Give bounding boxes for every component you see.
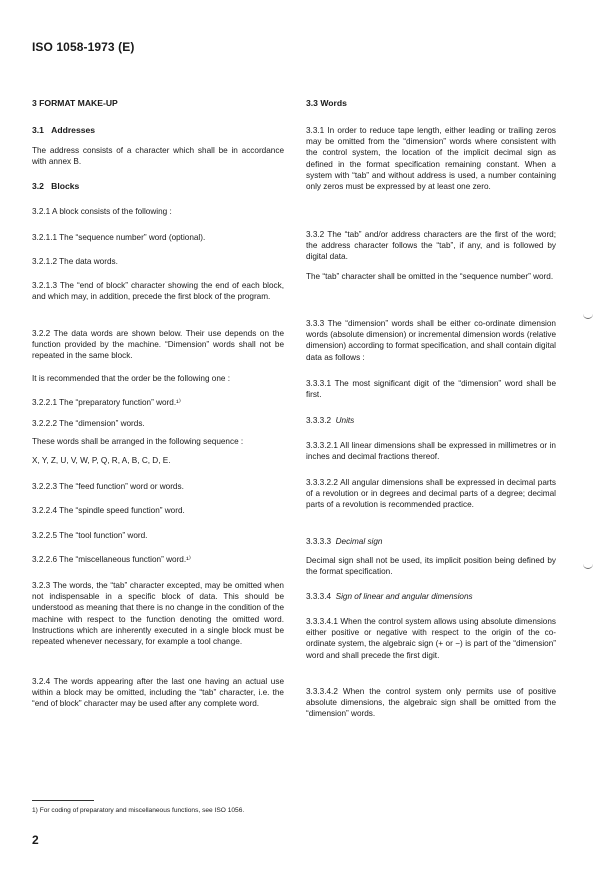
section-number: 3.1 [32,125,44,135]
section-number: 3.3.3.3 [306,537,332,546]
paragraph: 3.2.2.2 The “dimension” words. [32,419,145,428]
paragraph: 3.3.3.2.2 All angular dimensions shall be expressed in decimal parts of a revolution or in degrees and decimal parts of a degree; decimal parts of a revolution is recommended practice. [306,478,556,510]
section-number: 3.2 [32,181,44,191]
paragraph: 3.2.2.1 The “preparatory function” word.¹⁾ [32,398,181,407]
paragraph: 3.2.3 The words, the “tab” character excepted, may be omitted when not indispensable in a specific block of data. This should be understood as meaning that there is no change in the condition of the machine with respect to the function denoting the omitted word. Instructions which are inherently executed in a single block must be repeated whenever necessary, for example a tool change. [32,581,284,647]
paragraph: 3.2.1.2 The data words. [32,257,118,266]
page-edge-mark [583,563,593,569]
subsection-heading [306,415,556,426]
section-title: Units [335,416,355,425]
paragraph: 3.3.3.2.1 All linear dimensions shall be expressed in millimetres or in inches and decimal fractions thereof. [306,441,556,462]
section-3-1-heading [32,125,284,136]
section-number: 3.3.3.2 [306,416,332,425]
section-title: Addresses [51,125,96,135]
subsection-heading [306,591,556,602]
footnote-divider [32,800,94,801]
paragraph: 3.3.1 In order to reduce tape length, either leading or trailing zeros may be omitted from the “dimension” words where consistent with the control system, the location of the implicit decimal sign as defined in the format specification remaining constant. When a system with “tab” and without address is used, a number containing only zeros must be expressed by at least one zero. [306,126,556,192]
paragraph: The address consists of a character which shall be in accordance with annex B. [32,146,284,167]
paragraph: 3.2.2 The data words are shown below. Their use depends on the function provided by the machine. “Dimension” words shall not be repeated in the same block. [32,329,284,361]
paragraph: 3.3.3.4.1 When the control system allows using absolute dimensions either positive or negative with respect to the origin of the co-ordinate system, the algebraic sign (+ or −) is part of the “dimension” word and shall precede the first digit. [306,617,556,660]
section-3-3-heading: 3.3 Words [306,98,347,108]
section-title: Sign of linear and angular dimensions [335,592,473,601]
paragraph: 3.2.2.3 The “feed function” word or words. [32,482,184,491]
paragraph: 3.3.2 The “tab” and/or address characters are the first of the word; the address character follows the “tab”, if any, and is followed by digital data. [306,230,556,262]
paragraph: Decimal sign shall not be used, its implicit position being defined by the format specification. [306,556,556,577]
document-header: ISO 1058-1973 (E) [32,40,135,54]
section-3-heading: 3 FORMAT MAKE-UP [32,98,118,108]
footnote: 1) For coding of preparatory and miscellaneous functions, see ISO 1056. [32,807,245,814]
page-number: 2 [32,833,39,847]
paragraph: It is recommended that the order be the following one : [32,374,230,383]
paragraph: 3.2.2.4 The “spindle speed function” word. [32,506,185,515]
paragraph: The “tab” character shall be omitted in the “sequence number” word. [306,272,554,281]
paragraph: 3.3.3 The “dimension” words shall be either co-ordinate dimension words (absolute dimension) or incremental dimension words (relative dimension) according to format specification, and shall contain digital data as follows : [306,319,556,362]
section-3-2-heading [32,181,284,192]
paragraph: 3.2.4 The words appearing after the last one having an actual use within a block may be omitted, including the “tab” character, i.e. the “end of block” character may be used after any complete word. [32,677,284,709]
paragraph: 3.2.1.1 The “sequence number” word (optional). [32,233,206,242]
page-edge-mark [583,313,593,319]
paragraph: 3.2.2.5 The “tool function” word. [32,531,148,540]
paragraph: 3.3.3.4.2 When the control system only permits use of positive absolute dimensions, the algebraic sign shall be omitted from the “dimension” words. [306,687,556,719]
paragraph: 3.2.2.6 The “miscellaneous function” word.¹⁾ [32,555,191,564]
paragraph: 3.3.3.1 The most significant digit of the “dimension” word shall be first. [306,379,556,400]
paragraph: X, Y, Z, U, V, W, P, Q, R, A, B, C, D, E. [32,456,171,465]
section-number: 3.3.3.4 [306,592,332,601]
section-title: Decimal sign [335,537,383,546]
paragraph: 3.2.1 A block consists of the following : [32,207,172,216]
subsection-heading [306,536,556,547]
paragraph: 3.2.1.3 The “end of block” character showing the end of each block, and which may, in addition, precede the first block of the program. [32,281,284,302]
section-title: Blocks [51,181,80,191]
paragraph: These words shall be arranged in the following sequence : [32,437,244,446]
